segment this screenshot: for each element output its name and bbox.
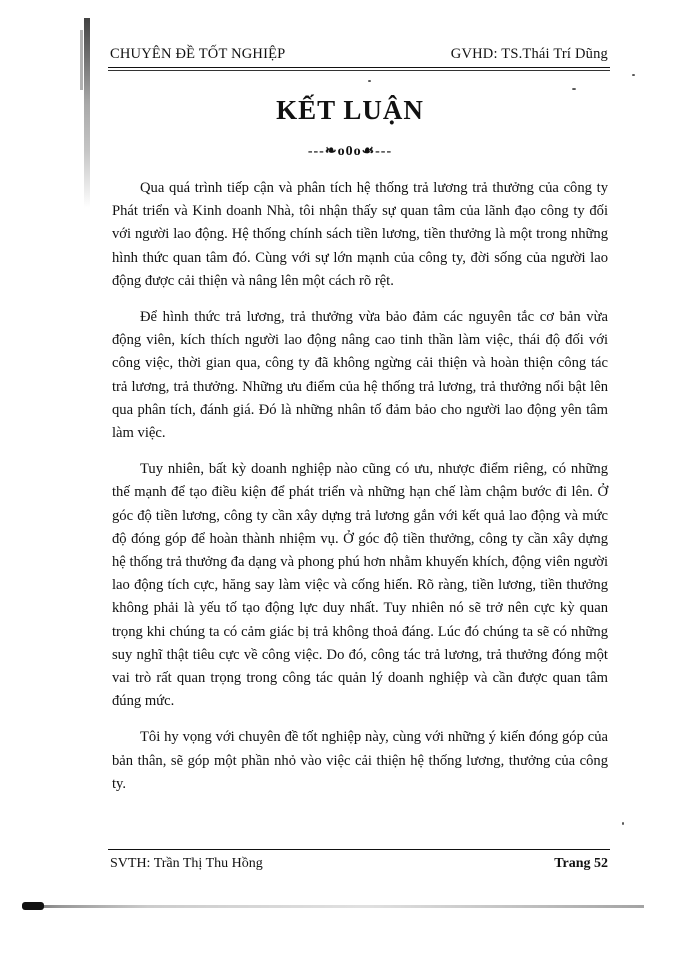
scan-bottom-artifact: [22, 902, 44, 910]
footer-student: SVTH: Trần Thị Thu Hồng: [110, 856, 263, 871]
header-divider: [108, 67, 610, 68]
scan-speck: [368, 80, 371, 82]
page-number: Trang 52: [554, 856, 608, 871]
paragraph: Tôi hy vọng với chuyên đề tốt nghiệp này, cùng với những ý kiến đóng góp của bản thân, sẽ góp một phần nhỏ vào việc cải thiện hệ thống lương, thưởng của công ty.: [112, 729, 608, 792]
title-ornament: ---❧o0o☙---: [307, 144, 393, 159]
header-thesis-label: CHUYÊN ĐỀ TỐT NGHIỆP: [110, 46, 286, 62]
scan-edge-artifact: [80, 30, 83, 90]
header-supervisor: GVHD: TS.Thái Trí Dũng: [450, 46, 608, 62]
paragraph: Qua quá trình tiếp cận và phân tích hệ thống trả lương trả thưởng của công ty Phát triển và Kinh doanh Nhà, tôi nhận thấy sự quan tâm của lãnh đạo công ty đối với người lao động. Hệ thống chính sách tiền lương, tiền thưởng là một trong những hình thức quan tâm đó. Cùng với sự lớn mạnh của công ty, đời sống của người lao động được cải thiện và nâng lên một cách rõ rệt.: [112, 180, 608, 289]
paragraph: Để hình thức trả lương, trả thưởng vừa bảo đảm các nguyên tắc cơ bản vừa động viên, kích thích người lao động nâng cao tinh thần làm việc, thái độ đối với công việc, thời gian qua, công ty đã không ngừng cải thiện và hoàn thiện công tác trả lương, trả thưởng. Những ưu điểm của hệ thống trả lương, trả thưởng nổi bật lên qua phân tích, đánh giá. Đó là những nhân tố đảm bảo cho người lao động yên tâm làm việc.: [112, 309, 608, 442]
scan-speck: [632, 74, 635, 76]
scan-speck: [622, 822, 624, 825]
scan-speck: [572, 88, 576, 90]
page-header: [110, 46, 608, 68]
footer-divider: [108, 849, 610, 850]
paragraph: Tuy nhiên, bất kỳ doanh nghiệp nào cũng có ưu, nhược điểm riêng, có những thế mạnh để tạo điều kiện để phát triển và những hạn chế làm chậm bước đi lên. Ở góc độ tiền lương, công ty cần xây dựng trả lương gắn với kết quả lao động và mức độ đóng góp để hoàn thành nhiệm vụ. Ở góc độ tiền thưởng, công ty cần xây dựng hệ thống trả thưởng đa dạng và phong phú hơn nhằm khuyến khích, động viên người lao động tích cực, hăng say làm việc và cống hiến. Rõ ràng, tiền lương, tiền thưởng không phải là yếu tố tạo động lực duy nhất. Tuy nhiên nó sẽ trở nên cực kỳ quan trọng khi chúng ta có cảm giác bị trả không thoả đáng. Lúc đó chúng ta sẽ có những suy nghĩ thật tiêu cực về công việc. Do đó, công tác trả lương, trả thưởng đóng một vai trò rất quan trọng trong công tác quản lý doanh nghiệp và cần được quan tâm đúng mức.: [112, 461, 608, 710]
scan-bottom-artifact: [24, 905, 644, 908]
page-footer: [110, 856, 608, 876]
conclusion-body: [112, 177, 608, 809]
page-title: KẾT LUẬN: [276, 95, 424, 125]
header-divider: [108, 70, 610, 71]
